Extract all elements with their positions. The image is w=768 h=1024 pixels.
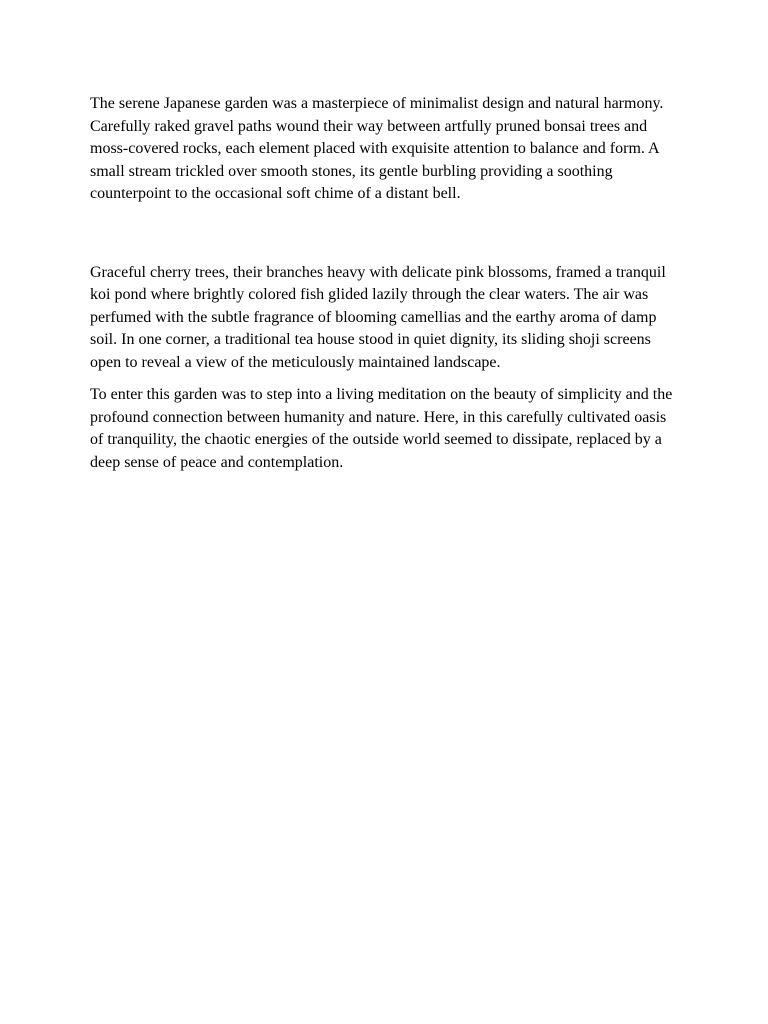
paragraph-1: The serene Japanese garden was a masterpiece of minimalist design and natural harmony. Carefully raked gravel paths wound their way between artfully pruned bonsai trees and moss-covered rocks, each element placed with exquisite attention to balance and form. A small stream trickled over smooth stones, its gentle burbling providing a soothing counterpoint to the occasional soft chime of a distant bell. — [90, 95, 664, 202]
document-body — [90, 93, 682, 474]
paragraph-3: To enter this garden was to step into a living meditation on the beauty of simplicity and the profound connection between humanity and nature. Here, in this carefully cultivated oasis of tranquility, the chaotic energies of the outside world seemed to dissipate, replaced by a deep sense of peace and contemplation. — [90, 386, 673, 471]
paragraph-2: Graceful cherry trees, their branches heavy with delicate pink blossoms, framed a tranquil koi pond where brightly colored fish glided lazily through the clear waters. The air was perfumed with the subtle fragrance of blooming camellias and the earthy aroma of damp soil. In one corner, a traditional tea house stood in quiet dignity, its sliding shoji screens open to reveal a view of the meticulously maintained landscape. — [90, 263, 666, 371]
